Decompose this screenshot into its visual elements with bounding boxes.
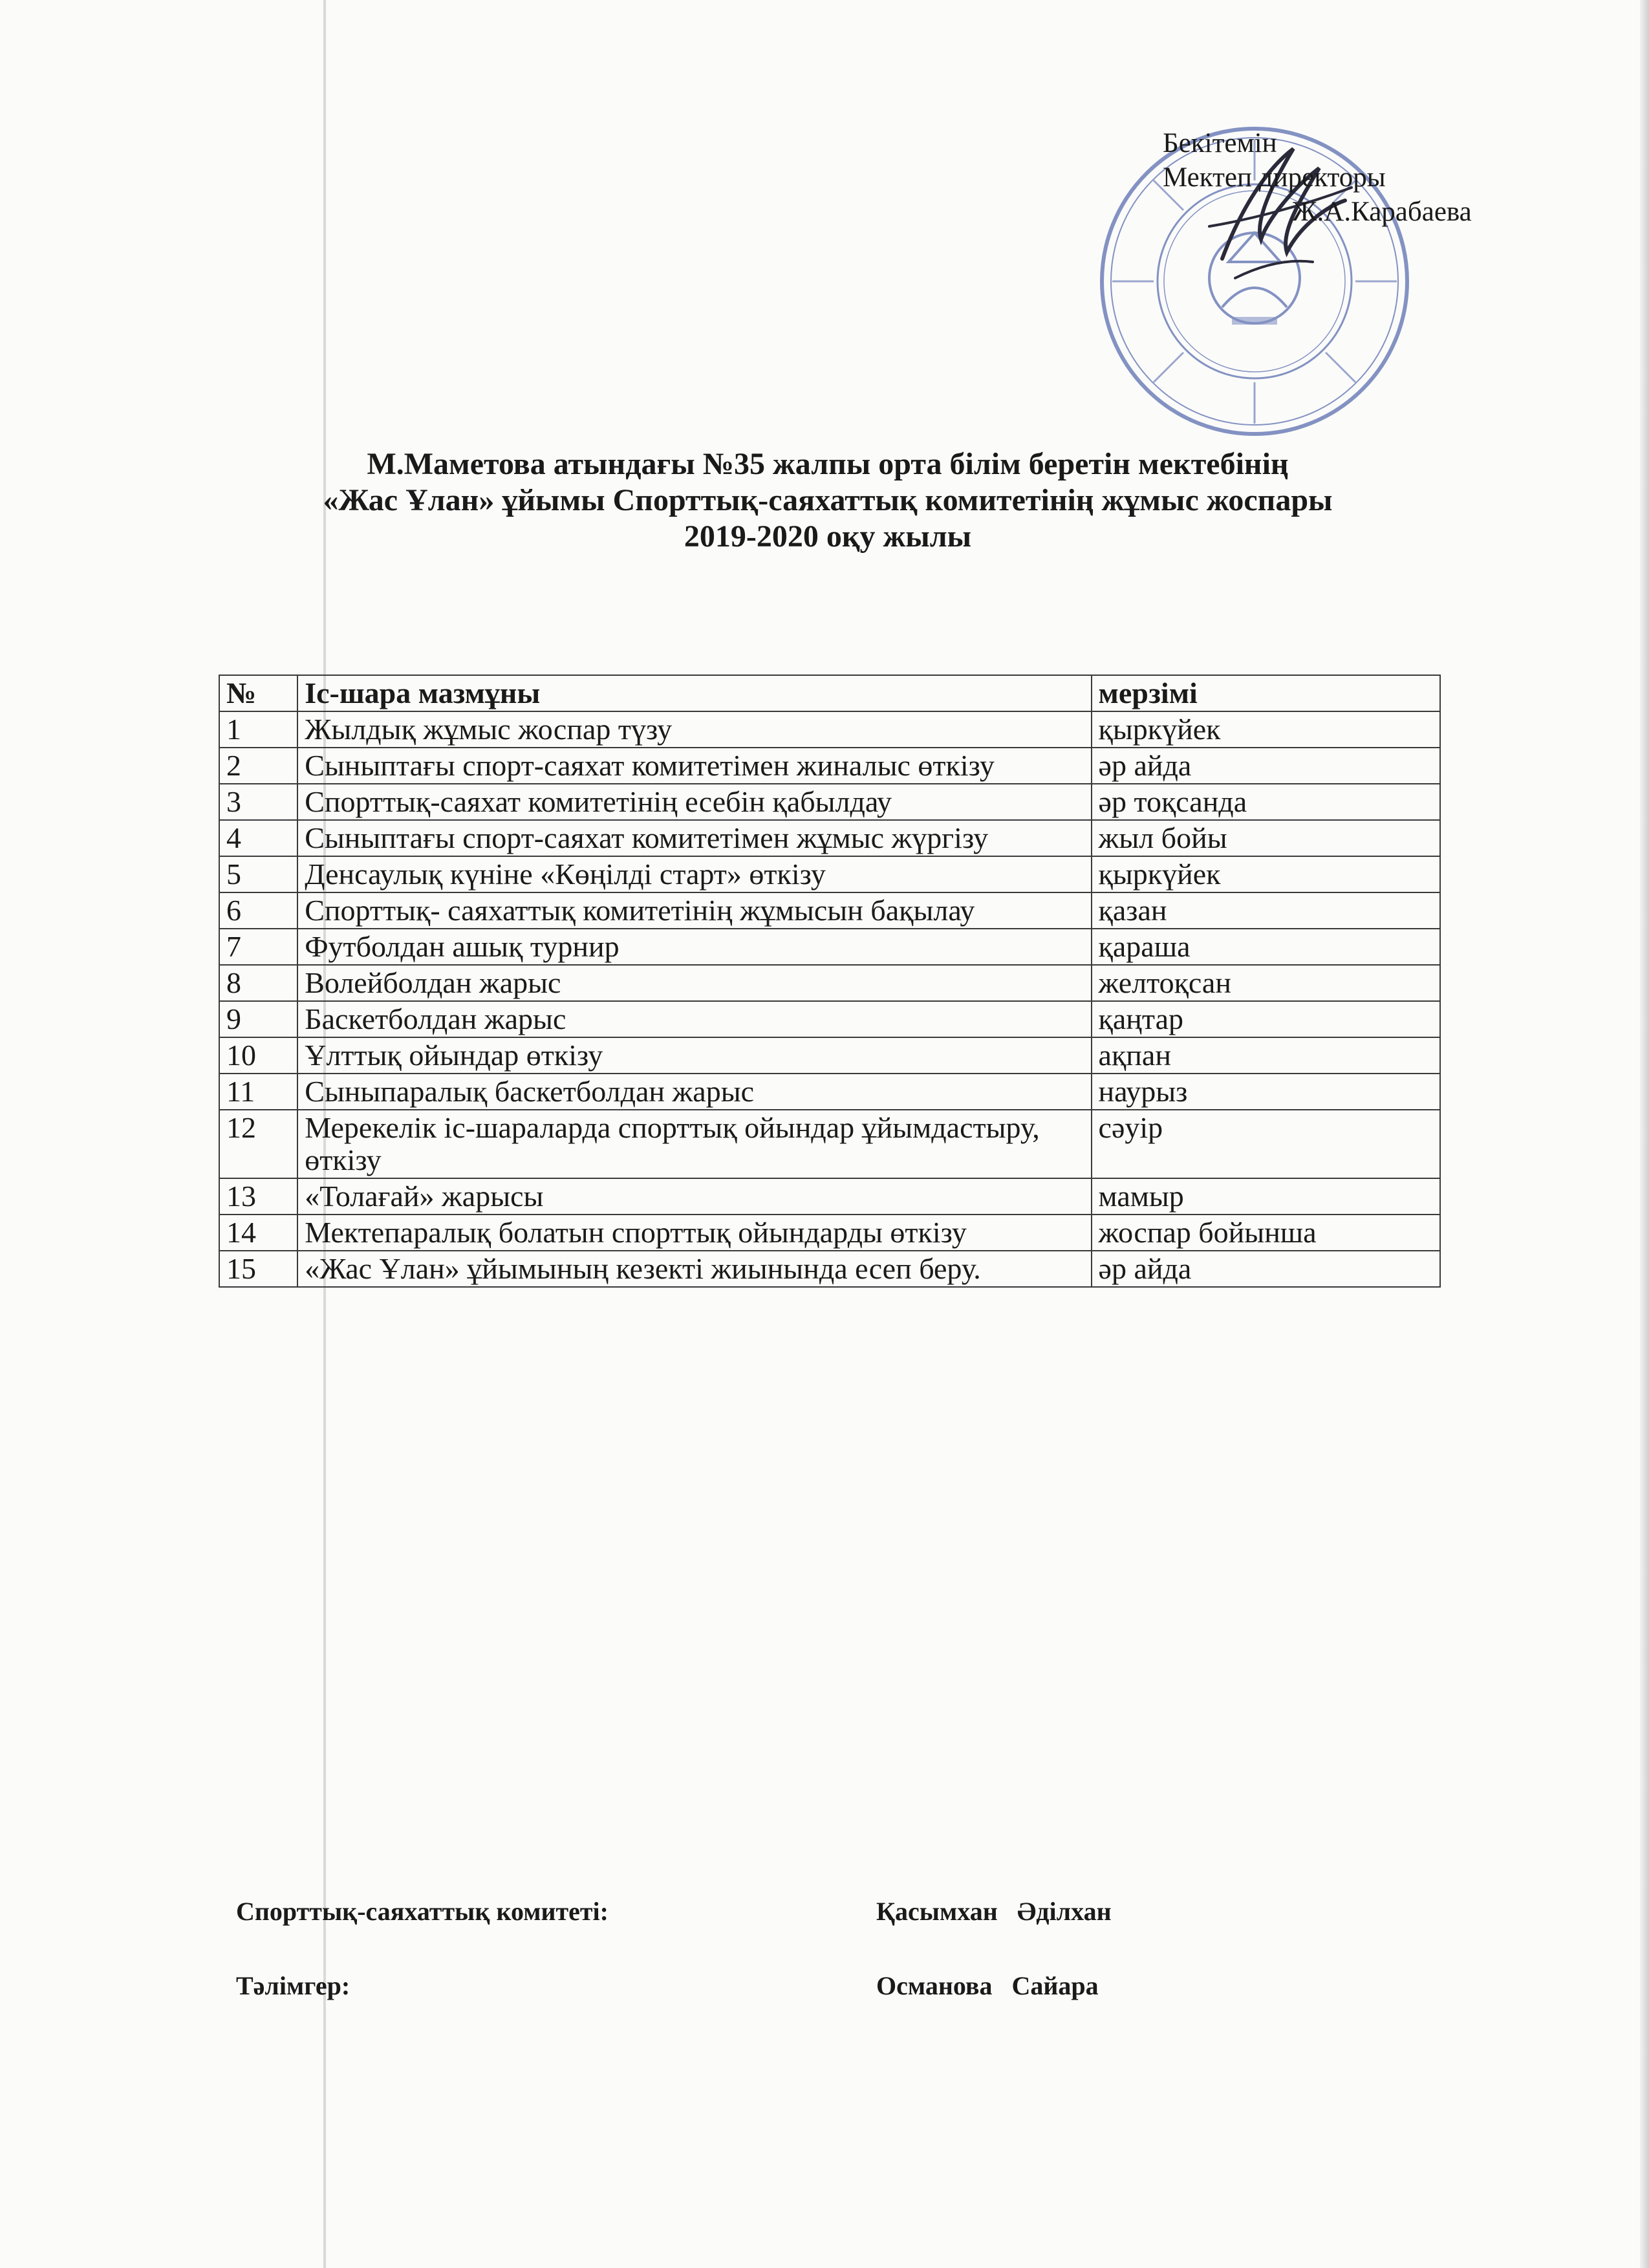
row-term: жоспар бойынша (1092, 1215, 1440, 1251)
row-activity: Сыныпаралық баскетболдан жарыс (297, 1074, 1091, 1110)
mentor-label: Тәлімгер: (236, 1971, 350, 2000)
row-number: 7 (219, 929, 297, 965)
table-row (219, 1178, 1440, 1215)
row-term: әр айда (1092, 748, 1440, 784)
row-activity: Сыныптағы спорт-саяхат комитетімен жиналыс өткізу (297, 748, 1091, 784)
row-activity: Сыныптағы спорт-саяхат комитетімен жұмыс жүргізу (297, 820, 1091, 856)
table-row (219, 1251, 1440, 1287)
row-number: 11 (219, 1074, 297, 1110)
row-number: 1 (219, 711, 297, 748)
row-activity: Мектепаралық болатын спорттық ойындарды өткізу (297, 1215, 1091, 1251)
approval-block (1163, 126, 1472, 229)
mentor-name: Османова Сайара (876, 1971, 1099, 2000)
row-term: наурыз (1092, 1074, 1440, 1110)
row-number: 10 (219, 1037, 297, 1074)
table-row (219, 1110, 1440, 1178)
heading-year-line: 2019-2020 оқу жылы (684, 519, 972, 554)
row-activity: Ұлттық ойындар өткізу (297, 1037, 1091, 1074)
row-term: мамыр (1092, 1178, 1440, 1215)
table-row (219, 892, 1440, 929)
row-activity: Мерекелік іс-шараларда спорттық ойындар ұйымдастыру, өткізу (297, 1110, 1091, 1178)
table-row (219, 748, 1440, 784)
row-activity: Денсаулық күніне «Көңілді старт» өткізу (297, 856, 1091, 892)
row-activity: «Толағай» жарысы (297, 1178, 1091, 1215)
document-heading (194, 446, 1461, 555)
scan-page-edge (1640, 0, 1649, 2268)
table-row (219, 965, 1440, 1001)
row-number: 14 (219, 1215, 297, 1251)
row-term: әр тоқсанда (1092, 784, 1440, 820)
row-number: 9 (219, 1001, 297, 1037)
row-number: 15 (219, 1251, 297, 1287)
row-term: қараша (1092, 929, 1440, 965)
row-number: 8 (219, 965, 297, 1001)
row-number: 4 (219, 820, 297, 856)
approval-position: Мектеп директоры (1163, 162, 1386, 193)
row-number: 13 (219, 1178, 297, 1215)
committee-name: Қасымхан Әділхан (876, 1897, 1112, 1926)
row-number: 12 (219, 1110, 297, 1178)
column-header-number: № (219, 675, 297, 711)
work-plan-table (219, 675, 1441, 1288)
row-term: жыл бойы (1092, 820, 1440, 856)
row-term: ақпан (1092, 1037, 1440, 1074)
approval-director-name: Ж.А.Карабаева (1292, 197, 1472, 227)
row-activity: Баскетболдан жарыс (297, 1001, 1091, 1037)
table-row (219, 1215, 1440, 1251)
table-row (219, 711, 1440, 748)
table-row (219, 929, 1440, 965)
row-activity: Волейболдан жарыс (297, 965, 1091, 1001)
row-term: қаңтар (1092, 1001, 1440, 1037)
row-number: 2 (219, 748, 297, 784)
table-row (219, 820, 1440, 856)
row-term: қазан (1092, 892, 1440, 929)
approval-title: Бекітемін (1163, 128, 1277, 158)
row-activity: «Жас Ұлан» ұйымының кезекті жиынында есеп беру. (297, 1251, 1091, 1287)
row-activity: Футболдан ашық турнир (297, 929, 1091, 965)
row-activity: Жылдық жұмыс жоспар түзу (297, 711, 1091, 748)
table-header-row (219, 675, 1440, 711)
row-number: 5 (219, 856, 297, 892)
table-row (219, 856, 1440, 892)
row-term: қыркүйек (1092, 711, 1440, 748)
table-row (219, 784, 1440, 820)
column-header-term: мерзімі (1092, 675, 1440, 711)
row-term: әр айда (1092, 1251, 1440, 1287)
column-header-activity: Іс-шара мазмұны (297, 675, 1091, 711)
table-row (219, 1074, 1440, 1110)
row-activity: Спорттық-саяхат комитетінің есебін қабылдау (297, 784, 1091, 820)
row-number: 6 (219, 892, 297, 929)
row-term: қыркүйек (1092, 856, 1440, 892)
heading-plan-line: «Жас Ұлан» ұйымы Спорттық-саяхаттық комитетінің жұмыс жоспары (323, 483, 1333, 517)
table-row (219, 1037, 1440, 1074)
row-activity: Спорттық- саяхаттық комитетінің жұмысын бақылау (297, 892, 1091, 929)
row-number: 3 (219, 784, 297, 820)
heading-school-line: М.Маметова атындағы №35 жалпы орта білім беретін мектебінің (367, 447, 1289, 481)
table-row (219, 1001, 1440, 1037)
row-term: желтоқсан (1092, 965, 1440, 1001)
row-term: сәуір (1092, 1110, 1440, 1178)
committee-label: Спорттық-саяхаттық комитеті: (236, 1897, 609, 1926)
